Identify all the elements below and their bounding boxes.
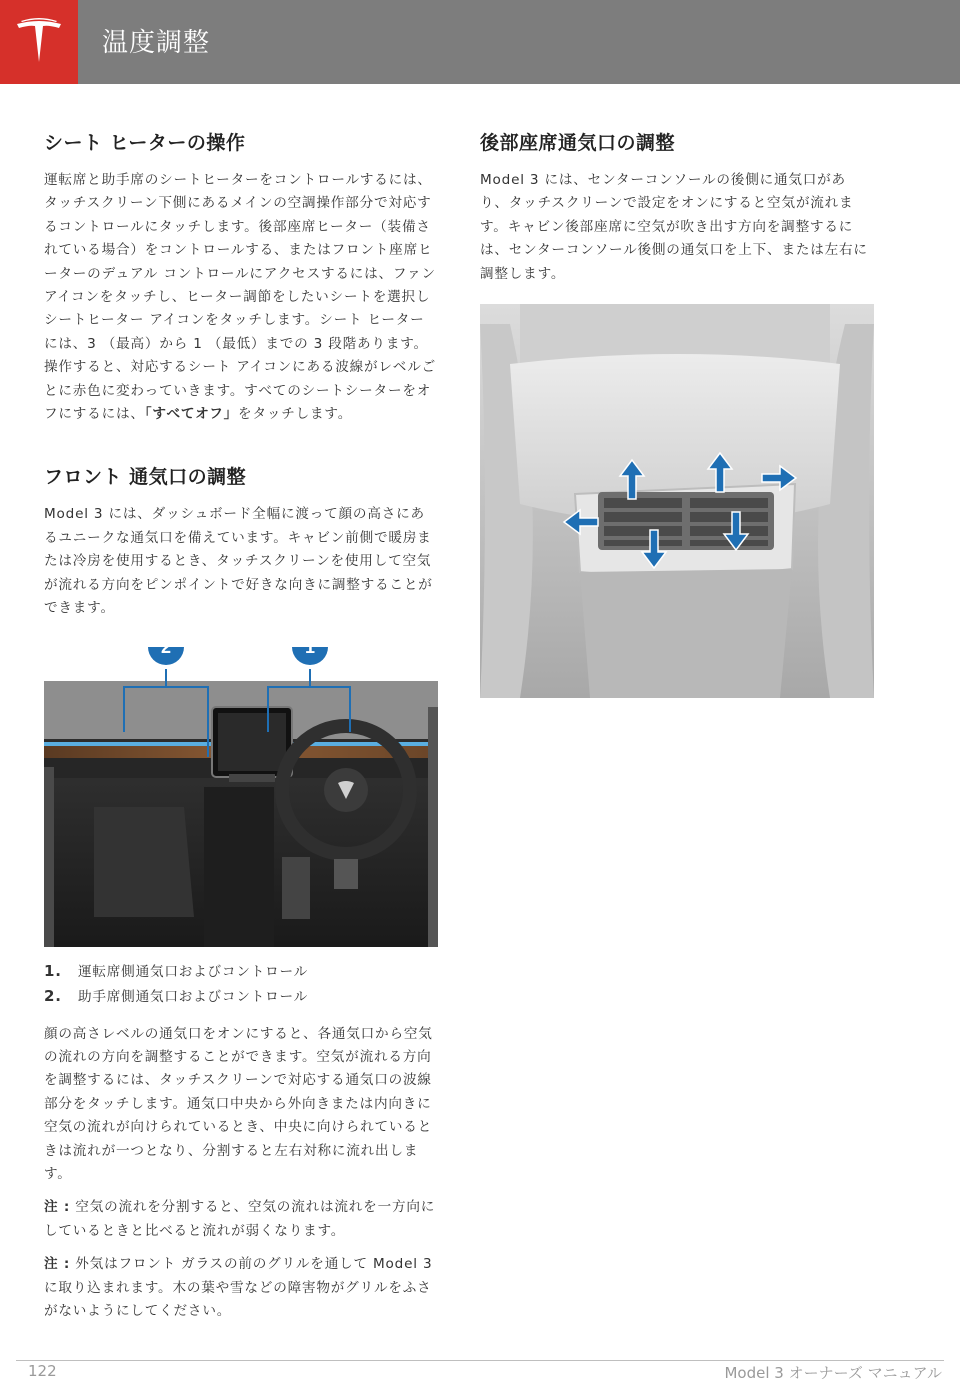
note-1-label: 注 : xyxy=(44,1199,71,1216)
page-number: 122 xyxy=(28,1362,57,1380)
seat-heater-body xyxy=(44,169,438,426)
all-off-term: 「すべてオフ」 xyxy=(144,406,239,423)
callout-1-label: 1 xyxy=(304,646,316,657)
dashboard-figure xyxy=(44,647,438,947)
page-title: 温度調整 xyxy=(102,28,211,58)
note-2 xyxy=(44,1253,438,1323)
list-item: 1. 運転席側通気口およびコントロール xyxy=(44,961,309,980)
rear-vents-heading: 後部座席通気口の調整 xyxy=(480,132,676,154)
seat-heater-body-tail: をタッチします。 xyxy=(238,406,353,423)
front-vents-body: Model 3 には、ダッシュボード全幅に渡って顔の高さにあるユニークな通気口を備えています。キャビン前側で暖房または冷房を使用するとき、タッチスクリーンを使用して空気が流れる方向をピンポイントで好きな向きに調整することができます。 xyxy=(44,506,433,617)
note-1-text: 空気の流れを分割すると、空気の流れは流れを一方向にしているときと比べると流れが弱くなります。 xyxy=(44,1199,436,1239)
note-2-text: 外気はフロント ガラスの前のグリルを通して Model 3 に取り込まれます。木の葉や雪などの障害物がグリルをふさがないようにしてください。 xyxy=(44,1256,433,1319)
front-vents-heading: フロント 通気口の調整 xyxy=(44,466,247,489)
rear-vents-body: Model 3 には、センターコンソールの後側に通気口があり、タッチスクリーンで設定をオンにすると空気が流れます。キャビン後部座席に空気が吹き出す方向を調整するには、センターコンソール後側の通気口を上下、または左右に調整します。 xyxy=(480,172,868,282)
footer-doc-title: Model 3 オーナーズ マニュアル xyxy=(724,1364,942,1382)
list-item: 2. 助手席側通気口およびコントロール xyxy=(44,986,309,1005)
callout-2-label: 2 xyxy=(160,646,172,657)
footer-divider xyxy=(16,1360,944,1361)
front-vents-body-2: 顔の高さレベルの通気口をオンにすると、各通気口から空気の流れの方向を調整することができます。空気が流れる方向を調整するには、タッチスクリーンで対応する通気口の波線部分をタッチします。通気口中央から外向きまたは内向きに空気の流れが向けられているとき、中央に向けられているときは流れが一つとなり、分割すると左右対称に流れ出します。 xyxy=(44,1025,433,1182)
seat-heater-body-text: 運転席と助手席のシートヒーターをコントロールするには、タッチスクリーン下側にあるメインの空調操作部分で対応するコントロールにタッチします。後部座席ヒーター（装備されている場合）をコントロールする、またはフロント座席ヒーターのデュアル コントロールにアクセスするには、ファンアイコンをタッチし、ヒーター調節をしたいシートを選択しシートヒーター アイコンをタッチします。シート ヒーターには、3 （最高）から 1 （最低）までの 3 段階あります。操作すると、対応するシート アイコンにある波線がレベルごとに赤色に変わっていきます。すべてのシートシーターをオフにするには、 xyxy=(44,172,436,423)
right-column xyxy=(480,128,874,698)
left-column xyxy=(44,128,438,1333)
dashboard-illustration xyxy=(44,647,438,947)
rear-vent-illustration xyxy=(480,304,874,698)
rear-vent-figure xyxy=(480,304,874,698)
vent-callout-list xyxy=(44,959,438,1009)
brand-logo xyxy=(0,0,78,84)
note-1 xyxy=(44,1196,438,1243)
note-2-label: 注 : xyxy=(44,1256,71,1273)
seat-heater-heading: シート ヒーターの操作 xyxy=(44,132,246,154)
tesla-logo-icon xyxy=(13,16,65,68)
